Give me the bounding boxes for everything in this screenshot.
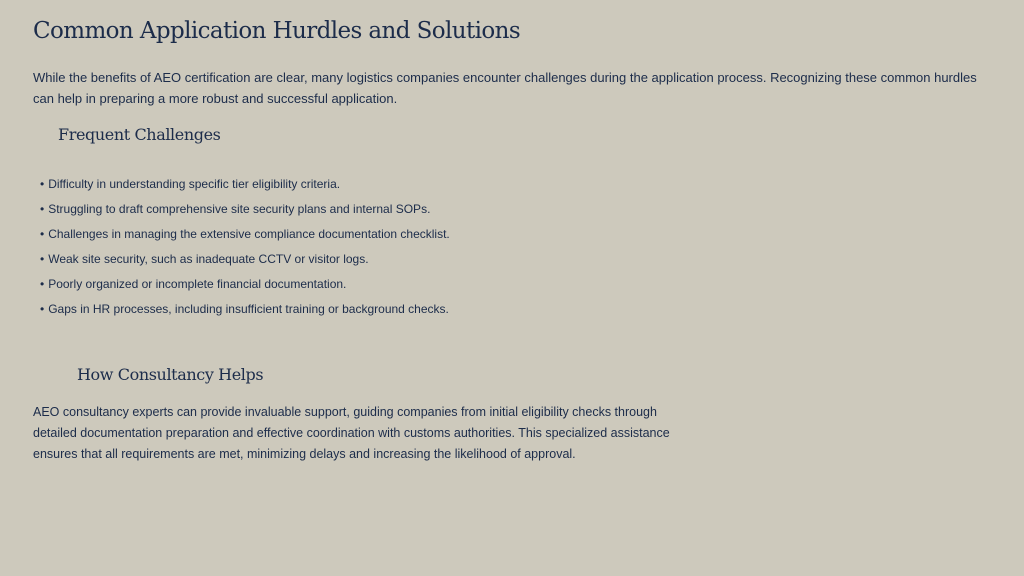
bullet-icon: • [40,177,45,191]
list-item [40,224,450,249]
list-item [40,274,450,299]
bullet-icon: • [40,302,45,316]
page-title: Common Application Hurdles and Solutions [33,18,521,44]
bullet-icon: • [40,277,45,291]
bullet-icon: • [40,252,45,266]
list-item [40,299,450,324]
list-item-text: Challenges in managing the extensive compliance documentation checklist. [48,227,450,241]
bullet-icon: • [40,202,45,216]
list-item [40,174,450,199]
list-item [40,249,450,274]
challenges-heading: Frequent Challenges [58,125,221,144]
bullet-icon: • [40,227,45,241]
intro-paragraph: While the benefits of AEO certification are clear, many logistics companies encounter challenges during the application process. Recognizing these common hurdles can help in preparing a more robust and successful application. [33,70,977,106]
list-item [40,199,450,224]
consultancy-paragraph: AEO consultancy experts can provide invaluable support, guiding companies from initial eligibility checks through detailed documentation preparation and effective coordination with customs authorities. This specialized assistance ensures that all requirements are met, minimizing delays and increasing the likelihood of approval. [33,405,670,461]
consultancy-heading: How Consultancy Helps [77,365,264,384]
list-item-text: Struggling to draft comprehensive site security plans and internal SOPs. [48,202,431,216]
list-item-text: Weak site security, such as inadequate CCTV or visitor logs. [48,252,369,266]
list-item-text: Difficulty in understanding specific tier eligibility criteria. [48,177,341,191]
list-item-text: Poorly organized or incomplete financial documentation. [48,277,347,291]
challenges-list [40,174,450,324]
list-item-text: Gaps in HR processes, including insufficient training or background checks. [48,302,449,316]
